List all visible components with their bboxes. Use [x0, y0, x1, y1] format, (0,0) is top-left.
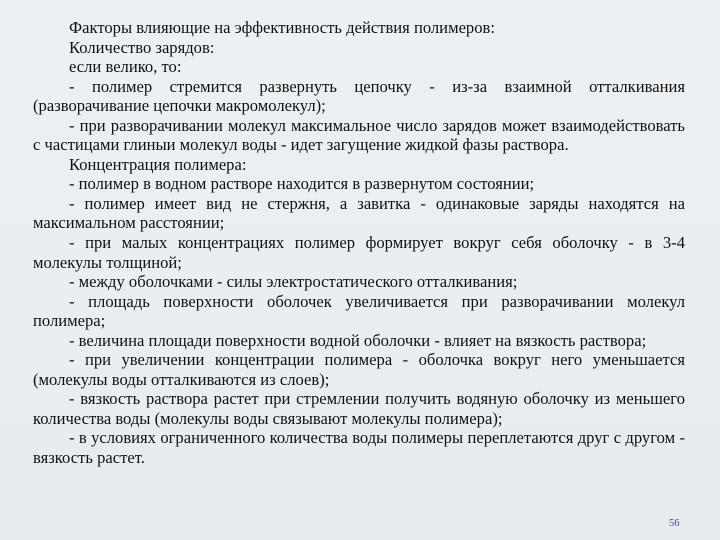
- page-number: 56: [669, 518, 680, 529]
- section-heading-charges: Количество зарядов:: [69, 37, 215, 57]
- bullet-item: - между оболочками - силы электростатического отталкивания;: [69, 272, 518, 292]
- bullet-item: - полимер в водном растворе находится в развернутом состоянии;: [69, 174, 535, 194]
- bullet-item: - при разворачивании молекул максимальное число зарядов может взаимодействовать с частицами глиныи молекул воды - идет загущение жидкой фазы раствора.: [33, 115, 685, 155]
- bullet-item: - при увеличении концентрации полимера - оболочка вокруг него уменьшается (молекулы воды отталкиваются из слоев);: [33, 350, 685, 389]
- slide-heading: Факторы влияющие на эффективность действия полимеров:: [69, 18, 495, 37]
- bullet-item: - величина площади поверхности водной оболочки - влияет на вязкость раствора;: [69, 330, 647, 350]
- bullet-item: - вязкость раствора растет при стремлении получить водяную оболочку из меньшего количества воды (молекулы воды связывают молекулы полимера);: [33, 389, 685, 428]
- bullet-item: - при малых концентрациях полимер формирует вокруг себя оболочку - в 3-4 молекулы толщиной;: [33, 233, 685, 272]
- condition-line: если велико, то:: [69, 57, 182, 77]
- section-heading-concentration: Концентрация полимера:: [69, 154, 247, 174]
- bullet-item: - площадь поверхности оболочек увеличивается при разворачивании молекул полимера;: [33, 291, 685, 331]
- slide-text-block: [33, 18, 685, 468]
- bullet-item: - полимер стремится развернуть цепочку - из-за взаимной отталкивания (разворачивание цепочки макромолекул);: [33, 76, 685, 116]
- bullet-item: - в условиях ограниченного количества воды полимеры переплетаются друг с другом - вязкость растет.: [33, 428, 685, 468]
- bullet-item: - полимер имеет вид не стержня, а завитка - одинаковые заряды находятся на максимальном расстоянии;: [33, 193, 685, 233]
